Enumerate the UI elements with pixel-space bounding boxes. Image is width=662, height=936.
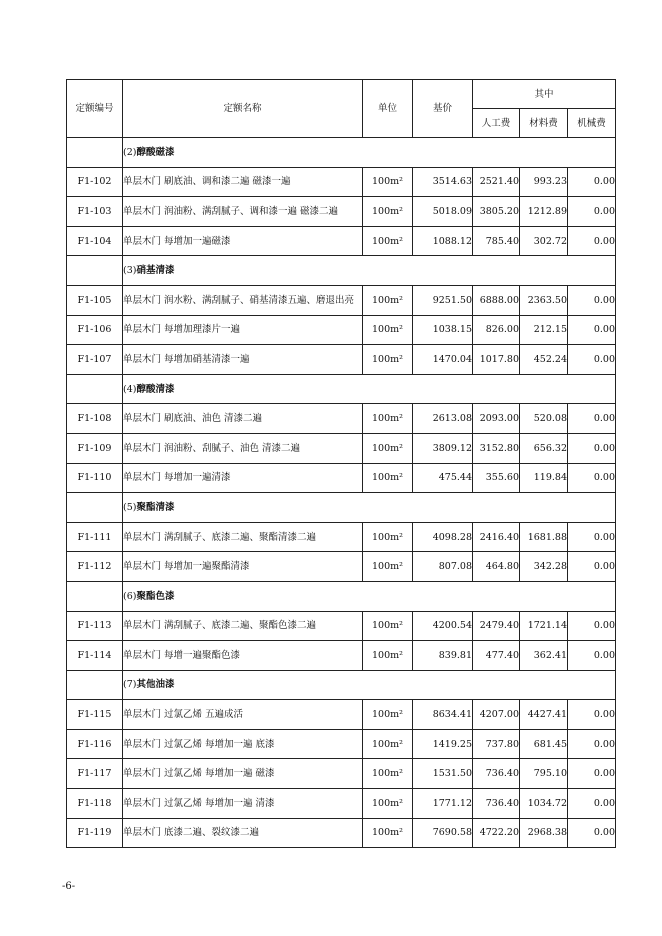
item-labor-cost: 355.60 bbox=[473, 463, 520, 493]
item-code: F1-119 bbox=[67, 818, 123, 848]
item-base-price: 2613.08 bbox=[413, 404, 473, 434]
col-code-header: 定额编号 bbox=[67, 80, 123, 138]
section-title bbox=[123, 581, 616, 611]
item-labor-cost: 4722.20 bbox=[473, 818, 520, 848]
table-body bbox=[67, 138, 616, 848]
item-unit: 100m² bbox=[363, 285, 413, 315]
item-machine-cost: 0.00 bbox=[568, 759, 616, 789]
col-machine-header: 机械费 bbox=[568, 109, 616, 138]
item-unit: 100m² bbox=[363, 789, 413, 819]
item-base-price: 4098.28 bbox=[413, 522, 473, 552]
item-name: 单层木门 满刮腻子、底漆二遍、聚酯清漆二遍 bbox=[123, 522, 363, 552]
item-unit: 100m² bbox=[363, 611, 413, 641]
table-row bbox=[67, 433, 616, 463]
item-unit: 100m² bbox=[363, 700, 413, 730]
item-unit: 100m² bbox=[363, 404, 413, 434]
table-row bbox=[67, 700, 616, 730]
section-title bbox=[123, 493, 616, 523]
item-name: 单层木门 过氯乙烯 每增加一遍 磁漆 bbox=[123, 759, 363, 789]
item-labor-cost: 2479.40 bbox=[473, 611, 520, 641]
item-machine-cost: 0.00 bbox=[568, 641, 616, 671]
item-material-cost: 2968.38 bbox=[520, 818, 568, 848]
item-base-price: 807.08 bbox=[413, 552, 473, 582]
section-row bbox=[67, 256, 616, 286]
item-material-cost: 4427.41 bbox=[520, 700, 568, 730]
item-base-price: 1470.04 bbox=[413, 345, 473, 375]
section-code-cell bbox=[67, 581, 123, 611]
item-base-price: 3514.63 bbox=[413, 167, 473, 197]
item-material-cost: 795.10 bbox=[520, 759, 568, 789]
item-material-cost: 302.72 bbox=[520, 226, 568, 256]
item-material-cost: 2363.50 bbox=[520, 285, 568, 315]
table-row bbox=[67, 611, 616, 641]
table-row bbox=[67, 789, 616, 819]
item-machine-cost: 0.00 bbox=[568, 315, 616, 345]
item-base-price: 1419.25 bbox=[413, 729, 473, 759]
item-unit: 100m² bbox=[363, 315, 413, 345]
table-row bbox=[67, 552, 616, 582]
section-code-cell bbox=[67, 493, 123, 523]
table-row bbox=[67, 729, 616, 759]
table-row bbox=[67, 463, 616, 493]
col-base-price-header: 基价 bbox=[413, 80, 473, 138]
section-index: (3) bbox=[123, 265, 137, 277]
item-material-cost: 656.32 bbox=[520, 433, 568, 463]
item-machine-cost: 0.00 bbox=[568, 433, 616, 463]
item-name: 单层木门 满刮腻子、底漆二遍、聚酯色漆二遍 bbox=[123, 611, 363, 641]
item-name: 单层木门 刷底油、油色 清漆二遍 bbox=[123, 404, 363, 434]
col-labor-header: 人工费 bbox=[473, 109, 520, 138]
section-index: (4) bbox=[123, 383, 137, 395]
table-header bbox=[67, 80, 616, 138]
item-code: F1-112 bbox=[67, 552, 123, 582]
item-material-cost: 452.24 bbox=[520, 345, 568, 375]
section-title bbox=[123, 374, 616, 404]
item-labor-cost: 464.80 bbox=[473, 552, 520, 582]
table-row bbox=[67, 315, 616, 345]
item-labor-cost: 785.40 bbox=[473, 226, 520, 256]
section-index: (2) bbox=[123, 146, 137, 158]
section-name: 硝基清漆 bbox=[136, 265, 175, 277]
item-machine-cost: 0.00 bbox=[568, 345, 616, 375]
item-code: F1-103 bbox=[67, 197, 123, 227]
table-row bbox=[67, 404, 616, 434]
item-machine-cost: 0.00 bbox=[568, 611, 616, 641]
item-name: 单层木门 每增一遍聚酯色漆 bbox=[123, 641, 363, 671]
table-row bbox=[67, 641, 616, 671]
table-row bbox=[67, 759, 616, 789]
item-name: 单层木门 润水粉、满刮腻子、硝基清漆五遍、磨退出亮 bbox=[123, 285, 363, 315]
item-machine-cost: 0.00 bbox=[568, 285, 616, 315]
item-material-cost: 119.84 bbox=[520, 463, 568, 493]
item-labor-cost: 1017.80 bbox=[473, 345, 520, 375]
item-material-cost: 681.45 bbox=[520, 729, 568, 759]
item-unit: 100m² bbox=[363, 641, 413, 671]
item-material-cost: 212.15 bbox=[520, 315, 568, 345]
item-base-price: 1088.12 bbox=[413, 226, 473, 256]
item-base-price: 1771.12 bbox=[413, 789, 473, 819]
section-name: 其他油漆 bbox=[136, 679, 175, 691]
item-unit: 100m² bbox=[363, 463, 413, 493]
section-name: 聚酯清漆 bbox=[136, 501, 175, 513]
item-base-price: 1531.50 bbox=[413, 759, 473, 789]
item-name: 单层木门 每增加一遍磁漆 bbox=[123, 226, 363, 256]
item-machine-cost: 0.00 bbox=[568, 818, 616, 848]
item-base-price: 3809.12 bbox=[413, 433, 473, 463]
item-base-price: 5018.09 bbox=[413, 197, 473, 227]
item-machine-cost: 0.00 bbox=[568, 700, 616, 730]
item-base-price: 839.81 bbox=[413, 641, 473, 671]
item-unit: 100m² bbox=[363, 226, 413, 256]
item-code: F1-114 bbox=[67, 641, 123, 671]
item-labor-cost: 3805.20 bbox=[473, 197, 520, 227]
item-machine-cost: 0.00 bbox=[568, 552, 616, 582]
item-unit: 100m² bbox=[363, 345, 413, 375]
item-name: 单层木门 每增加一遍清漆 bbox=[123, 463, 363, 493]
section-row bbox=[67, 670, 616, 700]
section-code-cell bbox=[67, 374, 123, 404]
item-material-cost: 342.28 bbox=[520, 552, 568, 582]
item-code: F1-116 bbox=[67, 729, 123, 759]
table-row bbox=[67, 345, 616, 375]
item-machine-cost: 0.00 bbox=[568, 789, 616, 819]
section-row bbox=[67, 374, 616, 404]
item-unit: 100m² bbox=[363, 433, 413, 463]
item-name: 单层木门 过氯乙烯 每增加一遍 底漆 bbox=[123, 729, 363, 759]
item-base-price: 7690.58 bbox=[413, 818, 473, 848]
section-title bbox=[123, 256, 616, 286]
item-unit: 100m² bbox=[363, 167, 413, 197]
item-labor-cost: 2521.40 bbox=[473, 167, 520, 197]
item-code: F1-105 bbox=[67, 285, 123, 315]
item-code: F1-108 bbox=[67, 404, 123, 434]
item-machine-cost: 0.00 bbox=[568, 463, 616, 493]
item-unit: 100m² bbox=[363, 197, 413, 227]
section-code-cell bbox=[67, 256, 123, 286]
item-machine-cost: 0.00 bbox=[568, 226, 616, 256]
item-unit: 100m² bbox=[363, 818, 413, 848]
section-name: 醇酸磁漆 bbox=[136, 146, 175, 158]
item-code: F1-115 bbox=[67, 700, 123, 730]
item-name: 单层木门 润油粉、刮腻子、油色 清漆二遍 bbox=[123, 433, 363, 463]
item-material-cost: 362.41 bbox=[520, 641, 568, 671]
item-labor-cost: 736.40 bbox=[473, 789, 520, 819]
item-labor-cost: 3152.80 bbox=[473, 433, 520, 463]
col-name-header: 定额名称 bbox=[123, 80, 363, 138]
col-of-which-header: 其中 bbox=[473, 80, 616, 109]
section-row bbox=[67, 581, 616, 611]
item-name: 单层木门 每增加一遍聚酯清漆 bbox=[123, 552, 363, 582]
item-base-price: 8634.41 bbox=[413, 700, 473, 730]
item-labor-cost: 2093.00 bbox=[473, 404, 520, 434]
item-code: F1-104 bbox=[67, 226, 123, 256]
item-unit: 100m² bbox=[363, 759, 413, 789]
item-machine-cost: 0.00 bbox=[568, 404, 616, 434]
section-name: 醇酸清漆 bbox=[136, 383, 175, 395]
item-code: F1-110 bbox=[67, 463, 123, 493]
section-code-cell bbox=[67, 138, 123, 168]
item-labor-cost: 736.40 bbox=[473, 759, 520, 789]
item-unit: 100m² bbox=[363, 552, 413, 582]
section-code-cell bbox=[67, 670, 123, 700]
section-index: (6) bbox=[123, 590, 137, 602]
item-code: F1-106 bbox=[67, 315, 123, 345]
page-number: -6- bbox=[62, 881, 76, 892]
table-row bbox=[67, 226, 616, 256]
table-row bbox=[67, 522, 616, 552]
item-name: 单层木门 过氯乙烯 五遍成活 bbox=[123, 700, 363, 730]
item-unit: 100m² bbox=[363, 729, 413, 759]
col-unit-header: 单位 bbox=[363, 80, 413, 138]
item-material-cost: 1212.89 bbox=[520, 197, 568, 227]
item-labor-cost: 826.00 bbox=[473, 315, 520, 345]
item-base-price: 4200.54 bbox=[413, 611, 473, 641]
item-base-price: 475.44 bbox=[413, 463, 473, 493]
item-code: F1-107 bbox=[67, 345, 123, 375]
item-labor-cost: 6888.00 bbox=[473, 285, 520, 315]
item-unit: 100m² bbox=[363, 522, 413, 552]
item-name: 单层木门 刷底油、调和漆二遍 磁漆一遍 bbox=[123, 167, 363, 197]
item-labor-cost: 477.40 bbox=[473, 641, 520, 671]
col-material-header: 材料费 bbox=[520, 109, 568, 138]
section-row bbox=[67, 138, 616, 168]
item-code: F1-113 bbox=[67, 611, 123, 641]
item-code: F1-111 bbox=[67, 522, 123, 552]
item-name: 单层木门 底漆二遍、裂纹漆二遍 bbox=[123, 818, 363, 848]
item-name: 单层木门 润油粉、满刮腻子、调和漆一遍 磁漆二遍 bbox=[123, 197, 363, 227]
table-row bbox=[67, 285, 616, 315]
quota-table bbox=[66, 79, 616, 848]
item-code: F1-109 bbox=[67, 433, 123, 463]
table-row bbox=[67, 197, 616, 227]
item-name: 单层木门 每增加硝基清漆一遍 bbox=[123, 345, 363, 375]
section-title bbox=[123, 138, 616, 168]
item-machine-cost: 0.00 bbox=[568, 729, 616, 759]
item-base-price: 1038.15 bbox=[413, 315, 473, 345]
item-base-price: 9251.50 bbox=[413, 285, 473, 315]
item-material-cost: 993.23 bbox=[520, 167, 568, 197]
item-name: 单层木门 每增加理漆片一遍 bbox=[123, 315, 363, 345]
item-code: F1-117 bbox=[67, 759, 123, 789]
section-name: 聚酯色漆 bbox=[136, 590, 175, 602]
section-index: (7) bbox=[123, 679, 137, 691]
item-material-cost: 520.08 bbox=[520, 404, 568, 434]
item-labor-cost: 4207.00 bbox=[473, 700, 520, 730]
table-row bbox=[67, 167, 616, 197]
item-material-cost: 1681.88 bbox=[520, 522, 568, 552]
item-machine-cost: 0.00 bbox=[568, 197, 616, 227]
item-labor-cost: 2416.40 bbox=[473, 522, 520, 552]
item-machine-cost: 0.00 bbox=[568, 522, 616, 552]
item-material-cost: 1034.72 bbox=[520, 789, 568, 819]
section-index: (5) bbox=[123, 501, 137, 513]
item-code: F1-118 bbox=[67, 789, 123, 819]
section-title bbox=[123, 670, 616, 700]
item-material-cost: 1721.14 bbox=[520, 611, 568, 641]
item-labor-cost: 737.80 bbox=[473, 729, 520, 759]
item-name: 单层木门 过氯乙烯 每增加一遍 清漆 bbox=[123, 789, 363, 819]
table-row bbox=[67, 818, 616, 848]
item-machine-cost: 0.00 bbox=[568, 167, 616, 197]
section-row bbox=[67, 493, 616, 523]
item-code: F1-102 bbox=[67, 167, 123, 197]
